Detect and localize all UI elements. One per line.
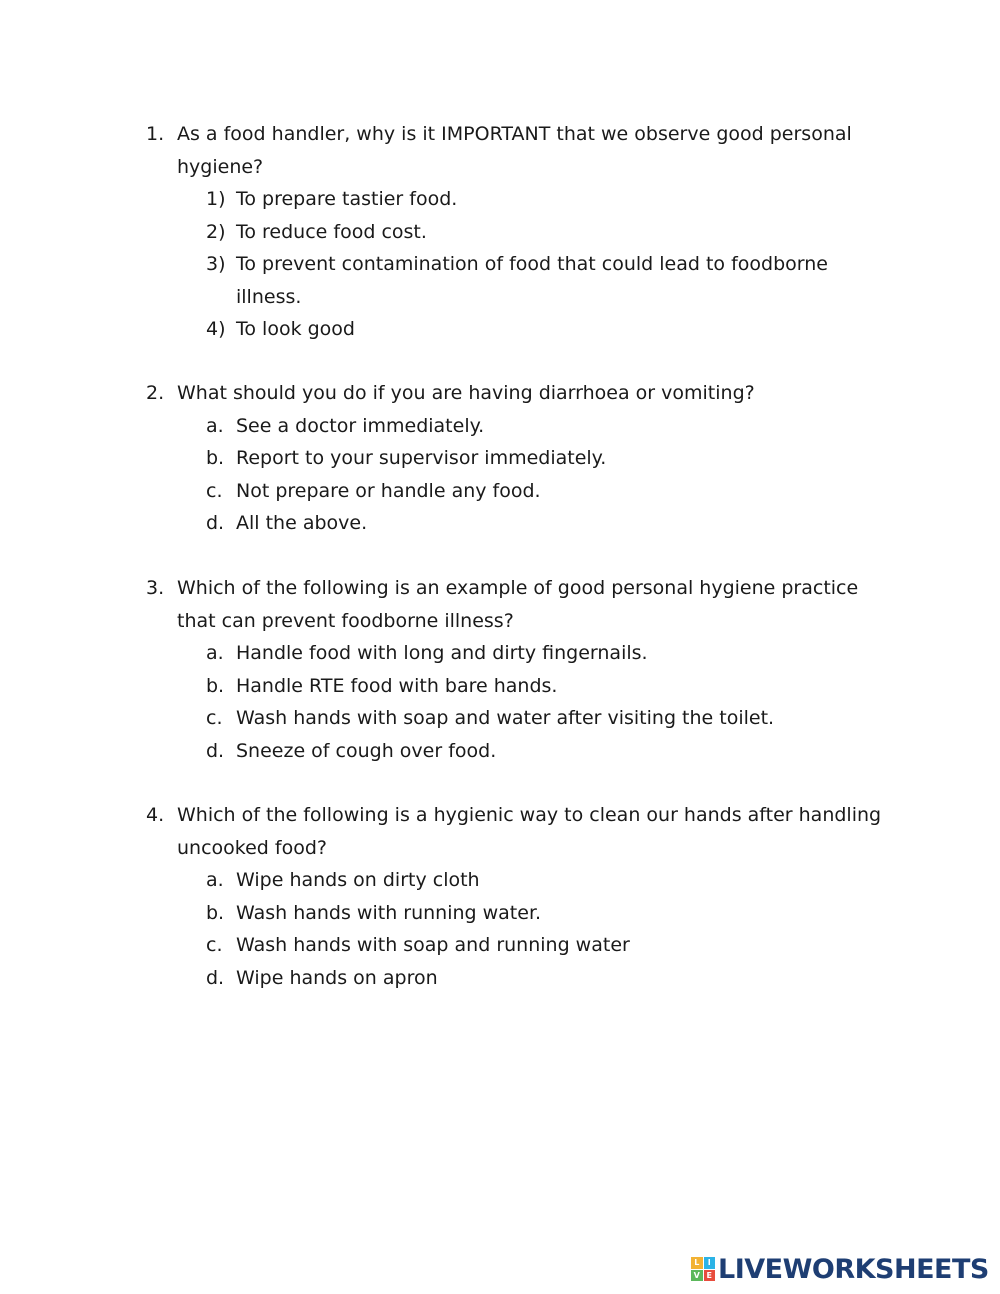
options-list <box>146 410 886 540</box>
option-marker: c. <box>206 934 223 956</box>
question-stem <box>146 118 886 183</box>
option-item[interactable] <box>146 735 886 768</box>
option-marker: a. <box>206 414 224 437</box>
options-list <box>146 637 886 767</box>
option-text: See a doctor immediately. <box>236 414 485 437</box>
question-number: 2. <box>146 382 165 404</box>
logo-text: LIVEWORKSHEETS <box>718 1253 989 1285</box>
option-text: Wash hands with soap and water after visiting the toilet. <box>236 707 775 729</box>
option-item[interactable] <box>146 507 886 540</box>
option-text: To prepare tastier food. <box>236 188 458 210</box>
option-text: All the above. <box>236 512 368 534</box>
option-marker: b. <box>206 447 225 469</box>
option-marker: 3) <box>206 253 226 275</box>
question-number: 1. <box>146 123 165 145</box>
option-text: To reduce food cost. <box>236 220 427 243</box>
question-text: What should you do if you are having diarrhoea or vomiting? <box>177 382 755 404</box>
question-text: Which of the following is a hygienic way to clean our hands after handling uncooked food? <box>177 804 882 859</box>
option-text: Not prepare or handle any food. <box>236 479 541 502</box>
question-stem <box>146 572 886 637</box>
question-2 <box>146 377 886 540</box>
question-number: 4. <box>146 804 165 826</box>
option-item[interactable] <box>146 475 886 508</box>
option-marker: b. <box>206 674 225 697</box>
question-stem <box>146 377 886 410</box>
option-text: Report to your supervisor immediately. <box>236 447 607 469</box>
question-3 <box>146 572 886 767</box>
option-item[interactable] <box>146 864 886 897</box>
option-marker: d. <box>206 512 225 534</box>
option-item[interactable] <box>146 670 886 703</box>
option-item[interactable] <box>146 702 886 735</box>
liveworksheets-logo <box>691 1254 989 1284</box>
option-marker: a. <box>206 869 224 891</box>
option-marker: 4) <box>206 318 226 340</box>
option-item[interactable] <box>146 183 886 216</box>
option-text: Handle food with long and dirty fingernails. <box>236 642 648 664</box>
option-text: Wash hands with soap and running water <box>236 934 630 956</box>
question-4 <box>146 799 886 994</box>
option-item[interactable] <box>146 410 886 443</box>
option-marker: 2) <box>206 220 226 243</box>
option-marker: a. <box>206 642 224 664</box>
option-marker: d. <box>206 966 225 989</box>
question-1 <box>146 118 886 346</box>
question-stem <box>146 799 886 864</box>
logo-blocks-icon: L I V E <box>691 1257 715 1281</box>
option-text: Sneeze of cough over food. <box>236 739 497 762</box>
option-text: Wipe hands on apron <box>236 966 438 989</box>
option-item[interactable] <box>146 897 886 930</box>
option-marker: 1) <box>206 188 226 210</box>
option-item[interactable] <box>146 442 886 475</box>
question-text: Which of the following is an example of good personal hygiene practice that can prevent foodborne illness? <box>177 577 859 632</box>
question-number: 3. <box>146 577 165 599</box>
option-marker: b. <box>206 901 225 924</box>
options-list <box>146 864 886 994</box>
option-text: Handle RTE food with bare hands. <box>236 674 558 697</box>
option-item[interactable] <box>146 962 886 995</box>
option-item[interactable] <box>146 248 886 313</box>
option-marker: d. <box>206 739 225 762</box>
option-item[interactable] <box>146 313 886 346</box>
option-text: Wipe hands on dirty cloth <box>236 869 480 891</box>
option-item[interactable] <box>146 637 886 670</box>
option-text: To prevent contamination of food that could lead to foodborne illness. <box>236 253 828 308</box>
option-item[interactable] <box>146 216 886 249</box>
option-item[interactable] <box>146 929 886 962</box>
option-marker: c. <box>206 707 223 729</box>
option-text: To look good <box>236 318 355 340</box>
option-marker: c. <box>206 479 223 502</box>
options-list <box>146 183 886 346</box>
option-text: Wash hands with running water. <box>236 901 542 924</box>
question-text: As a food handler, why is it IMPORTANT that we observe good personal hygiene? <box>177 123 852 178</box>
